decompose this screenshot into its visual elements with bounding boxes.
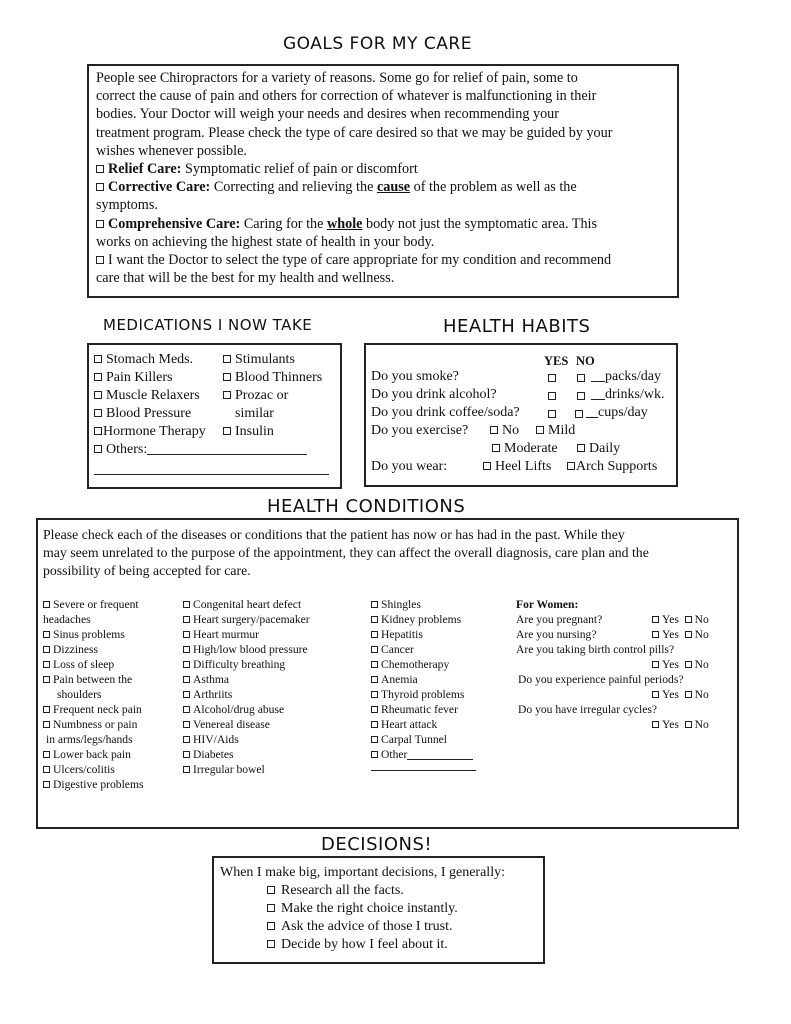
cond-other-checkbox[interactable] [371,751,378,758]
women-yes-label: Yes [662,628,679,641]
cond-pain-shoulders-cont: shoulders [57,688,102,701]
cond-dizziness [43,642,143,657]
goals-intro-3: bodies. Your Doctor will weigh your needs and desires when recommending your [96,106,559,123]
cond-neck-pain [43,702,143,717]
women-q-painful-periods: Do you experience painful periods? [518,673,684,686]
relief-care-text: Symptomatic relief of pain or discomfort [184,161,418,178]
habit-arch-supports [567,458,657,476]
cond-other [371,747,476,762]
corrective-care-text-after: of the problem as well as the [413,179,577,196]
women-no-label: No [694,718,709,731]
habit-coffee-yes-checkbox[interactable] [548,410,556,418]
cond-cancer [371,642,476,657]
habit-exercise-mild-checkbox[interactable] [536,426,544,434]
habit-heel-lifts-checkbox[interactable] [483,462,491,470]
cond-other-line2[interactable] [371,762,476,771]
med-others-label: Others: [106,442,148,457]
cond-label: Pain between the [53,673,133,686]
cond-label: Alcohol/drug abuse [193,703,285,716]
decision-advice-checkbox[interactable] [267,922,275,930]
women-a-birth-control [652,657,709,672]
cond-arthritis-checkbox[interactable] [183,691,190,698]
habit-smoke-field[interactable] [591,381,605,382]
habit-exercise-moderate-label: Moderate [504,441,558,456]
habit-exercise-no [490,422,519,440]
cond-hepatitis-checkbox[interactable] [371,631,378,638]
habit-wear-label: Do you wear: [371,459,448,474]
decision-instant-label: Make the right choice instantly. [281,901,458,916]
habit-coffee-amount [586,404,648,422]
women-q-irregular-cycles: Do you have irregular cycles? [518,703,658,716]
habit-exercise-mild-label: Mild [548,423,576,438]
women-no-label: No [694,658,709,671]
cond-digestive-checkbox[interactable] [43,781,50,788]
decision-feel-label: Decide by how I feel about it. [281,937,448,952]
cond-anemia-checkbox[interactable] [371,676,378,683]
cond-rheumatic-checkbox[interactable] [371,706,378,713]
cond-label: Chemotherapy [381,658,450,671]
cond-loss-of-sleep-checkbox[interactable] [43,661,50,668]
med-pain-killers-label: Pain Killers [106,370,173,385]
habit-coffee-field[interactable] [586,417,598,418]
cond-venereal-checkbox[interactable] [183,721,190,728]
women-a-nursing [652,627,709,642]
women-yes-label: Yes [662,658,679,671]
cond-dizziness-checkbox[interactable] [43,646,50,653]
women-yes-label: Yes [662,718,679,731]
med-insulin [223,423,274,441]
cond-label: Diabetes [193,748,234,761]
med-others-line2[interactable] [94,459,329,475]
habit-heel-lifts-label: Heel Lifts [495,459,552,474]
cond-congenital-checkbox[interactable] [183,601,190,608]
cond-severe-headaches-checkbox[interactable] [43,601,50,608]
habits-no-header: NO [576,354,595,368]
women-pregnant-no-checkbox[interactable] [685,616,692,623]
women-no-label: No [694,613,709,626]
cond-label: Asthma [193,673,230,686]
cond-label: Arthriits [193,688,233,701]
women-pregnant-yes-checkbox[interactable] [652,616,659,623]
cond-label: Cancer [381,643,414,656]
goals-intro-4: treatment program. Please check the type of care desired so that we may be guided by your [96,124,613,141]
cond-blood-pressure [183,642,310,657]
cond-pain-shoulders [43,672,143,687]
med-stomach-checkbox[interactable] [94,355,102,363]
cond-asthma [183,672,310,687]
decisions-title: DECISIONS! [321,834,433,855]
cond-arthritis [183,687,310,702]
relief-care-label: Relief Care: [108,161,182,178]
cond-chemotherapy [371,657,476,672]
decision-advice-label: Ask the advice of those I trust. [281,919,453,934]
goals-intro-5: wishes whenever possible. [96,142,247,159]
cond-label: Anemia [381,673,418,686]
habit-exercise-label: Do you exercise? [371,423,469,438]
cond-thyroid [371,687,476,702]
med-pain-killers-checkbox[interactable] [94,373,102,381]
women-title: For Women: [516,598,579,611]
habit-exercise-moderate [492,440,558,458]
cond-congenital [183,597,310,612]
cond-carpal-tunnel [371,732,476,747]
med-blood-thinners [223,369,322,387]
medications-title: MEDICATIONS I NOW TAKE [103,316,313,334]
cond-heart-surgery-checkbox[interactable] [183,616,190,623]
med-blood-pressure-checkbox[interactable] [94,409,102,417]
cond-label: HIV/Aids [193,733,239,746]
cond-label: Dizziness [53,643,99,656]
cond-numbness-cont: in arms/legs/hands [46,733,133,746]
med-prozac-cont: similar [235,406,274,421]
cond-venereal [183,717,310,732]
habit-coffee-unit: cups/day [598,405,648,420]
cond-label: Loss of sleep [53,658,115,671]
women-yes-label: Yes [662,688,679,701]
med-blood-thinners-checkbox[interactable] [223,373,231,381]
habit-coffee-label: Do you drink coffee/soda? [371,405,520,420]
medications-box [87,343,342,489]
med-hormone-label: Hormone Therapy [103,424,206,439]
decision-instant [267,900,458,919]
comprehensive-care-option [96,215,670,233]
women-birth-control-yes-checkbox[interactable] [652,661,659,668]
cond-chemotherapy-checkbox[interactable] [371,661,378,668]
med-stimulants-label: Stimulants [235,352,295,367]
cond-irregular-bowel-checkbox[interactable] [183,766,190,773]
cond-kidney [371,612,476,627]
women-painful-periods-yes-checkbox[interactable] [652,691,659,698]
decision-feel [267,936,448,955]
doctor-select-checkbox[interactable] [96,256,104,264]
cond-label: Sinus problems [53,628,125,641]
cond-label: Digestive problems [53,778,144,791]
goals-intro-2: correct the cause of pain and others for correction of whatever is malfunctioning in their [96,88,597,105]
conditions-box [36,518,739,829]
cond-neck-pain-checkbox[interactable] [43,706,50,713]
med-insulin-checkbox[interactable] [223,427,231,435]
cond-label: Lower back pain [53,748,131,761]
habit-coffee-no-checkbox[interactable] [575,410,583,418]
habits-yes-header: YES [544,354,569,368]
cond-label: High/low blood pressure [193,643,308,656]
med-prozac-label: Prozac or [235,388,289,403]
cond-label: Hepatitis [381,628,423,641]
med-hormone-checkbox[interactable] [94,427,102,435]
decisions-prompt: When I make big, important decisions, I generally: [220,865,505,880]
cond-asthma-checkbox[interactable] [183,676,190,683]
med-hormone [94,423,206,441]
corrective-care-line2: symptoms. [96,197,158,214]
cond-label: Frequent neck pain [53,703,142,716]
cond-lower-back [43,747,143,762]
women-no-label: No [694,628,709,641]
cond-breathing [183,657,310,672]
med-others [94,441,307,459]
cond-irregular-bowel [183,762,310,777]
cond-ulcers-checkbox[interactable] [43,766,50,773]
women-nursing-yes-checkbox[interactable] [652,631,659,638]
women-a-pregnant [652,612,709,627]
cond-pain-shoulders-checkbox[interactable] [43,676,50,683]
med-prozac-checkbox[interactable] [223,391,231,399]
comprehensive-care-label: Comprehensive Care: [108,215,241,232]
doctor-select-text: I want the Doctor to select the type of care appropriate for my condition and recommend [108,252,612,269]
corrective-care-text: Correcting and relieving the [213,179,374,196]
cond-carpal-tunnel-checkbox[interactable] [371,736,378,743]
cond-label: Other [381,748,408,761]
women-q-nursing: Are you nursing? [516,628,597,641]
cond-lower-back-checkbox[interactable] [43,751,50,758]
habit-alcohol-no-checkbox[interactable] [577,392,585,400]
women-nursing-no-checkbox[interactable] [685,631,692,638]
relief-care-option [96,160,670,178]
corrective-care-label: Corrective Care: [108,179,211,196]
cond-label: Congenital heart defect [193,598,302,611]
cond-numbness [43,717,143,732]
women-a-irregular-cycles [652,717,709,732]
women-irregular-cycles-no-checkbox[interactable] [685,721,692,728]
women-birth-control-no-checkbox[interactable] [685,661,692,668]
med-blood-pressure [94,405,191,423]
habit-smoke-yes-checkbox[interactable] [548,374,556,382]
decision-research-checkbox[interactable] [267,886,275,894]
med-stimulants-checkbox[interactable] [223,355,231,363]
cond-diabetes [183,747,310,762]
cond-label: Heart surgery/pacemaker [193,613,310,626]
conditions-intro-1: Please check each of the diseases or conditions that the patient has now or has had in the past. While they [43,527,625,542]
cond-anemia [371,672,476,687]
women-no-label: No [694,688,709,701]
habit-exercise-no-checkbox[interactable] [490,426,498,434]
cond-alcohol-drug-checkbox[interactable] [183,706,190,713]
decision-instant-checkbox[interactable] [267,904,275,912]
cond-breathing-checkbox[interactable] [183,661,190,668]
women-yes-label: Yes [662,613,679,626]
corrective-care-emphasis: cause [376,179,411,196]
cond-sinus-checkbox[interactable] [43,631,50,638]
comprehensive-care-line2: works on achieving the highest state of health in your body. [96,233,435,250]
corrective-care-option [96,178,670,196]
med-stimulants [223,351,295,369]
goals-intro-1: People see Chiropractors for a variety of reasons. Some go for relief of pain, some to [96,70,578,86]
cond-label: Venereal disease [193,718,270,731]
cond-other-field[interactable] [407,759,473,760]
cond-heart-murmur-checkbox[interactable] [183,631,190,638]
conditions-intro-2: may seem unrelated to the purpose of the appointment, they can affect the overall diagnosis, care plan and the [43,545,649,560]
habit-exercise-mild [536,422,575,440]
med-muscle-relaxers [94,387,200,405]
med-others-field[interactable] [147,454,307,455]
cond-sinus [43,627,143,642]
decisions-box [212,856,545,964]
cond-hiv-checkbox[interactable] [183,736,190,743]
habit-exercise-moderate-checkbox[interactable] [492,444,500,452]
cond-rheumatic [371,702,476,717]
conditions-col3 [371,597,476,771]
cond-ulcers [43,762,143,777]
goals-box [87,64,679,298]
cond-cancer-checkbox[interactable] [371,646,378,653]
conditions-col2 [183,597,310,777]
habit-arch-supports-checkbox[interactable] [567,462,575,470]
habit-smoke-no-checkbox[interactable] [577,374,585,382]
cond-numbness-checkbox[interactable] [43,721,50,728]
cond-label: Carpal Tunnel [381,733,448,746]
habit-alcohol-unit: drinks/wk. [605,387,665,402]
med-pain-killers [94,369,173,387]
med-blood-thinners-label: Blood Thinners [235,370,323,385]
cond-heart-murmur [183,627,310,642]
med-prozac [223,387,288,405]
cond-shingles-checkbox[interactable] [371,601,378,608]
habit-alcohol-field[interactable] [591,399,605,400]
cond-label: Heart murmur [193,628,259,641]
cond-severe-headaches [43,597,143,612]
cond-label: Numbness or pain [53,718,138,731]
cond-label: Severe or frequent [53,598,139,611]
doctor-select-line2: care that will be the best for my health and wellness. [96,270,395,287]
med-muscle-relaxers-label: Muscle Relaxers [106,388,200,403]
cond-label: Shingles [381,598,421,611]
cond-label: Irregular bowel [193,763,265,776]
cond-heart-surgery [183,612,310,627]
cond-hiv [183,732,310,747]
women-irregular-cycles-yes-checkbox[interactable] [652,721,659,728]
doctor-select-option [96,251,670,269]
women-a-painful-periods [652,687,709,702]
habit-exercise-daily [577,440,620,458]
decision-feel-checkbox[interactable] [267,940,275,948]
women-q-birth-control: Are you taking birth control pills? [516,643,675,656]
cond-label: Difficulty breathing [193,658,286,671]
comprehensive-care-text: Caring for the [243,215,324,232]
comprehensive-care-checkbox[interactable] [96,220,104,228]
med-others-checkbox[interactable] [94,445,102,453]
habit-arch-supports-label: Arch Supports [576,459,658,474]
cond-label: Ulcers/colitis [53,763,115,776]
cond-alcohol-drug [183,702,310,717]
habit-exercise-daily-checkbox[interactable] [577,444,585,452]
conditions-title: HEALTH CONDITIONS [267,496,466,517]
cond-label: Thyroid problems [381,688,465,701]
habits-title: HEALTH HABITS [443,316,591,337]
women-painful-periods-no-checkbox[interactable] [685,691,692,698]
med-blood-pressure-label: Blood Pressure [106,406,192,421]
med-stomach-label: Stomach Meds. [106,352,194,367]
comprehensive-care-emphasis: whole [326,215,363,232]
cond-thyroid-checkbox[interactable] [371,691,378,698]
habits-box [364,343,678,487]
habit-alcohol-label: Do you drink alcohol? [371,387,497,402]
corrective-care-checkbox[interactable] [96,183,104,191]
women-q-pregnant: Are you pregnant? [516,613,603,626]
conditions-intro-3: possibility of being accepted for care. [43,563,251,578]
habit-alcohol-amount [591,386,665,404]
cond-label: Rheumatic fever [381,703,458,716]
cond-severe-headaches-cont: headaches [43,613,91,626]
med-stomach [94,351,193,369]
cond-label: Heart attack [381,718,438,731]
habit-smoke-label: Do you smoke? [371,369,459,384]
conditions-col1 [43,597,143,792]
cond-shingles [371,597,476,612]
cond-diabetes-checkbox[interactable] [183,751,190,758]
habit-smoke-amount [591,368,661,386]
habit-heel-lifts [483,458,551,476]
cond-label: Kidney problems [381,613,462,626]
cond-heart-attack-checkbox[interactable] [371,721,378,728]
decision-research-label: Research all the facts. [281,883,404,898]
cond-hepatitis [371,627,476,642]
cond-heart-attack [371,717,476,732]
cond-kidney-checkbox[interactable] [371,616,378,623]
habit-exercise-no-label: No [502,423,520,438]
cond-digestive [43,777,143,792]
med-muscle-relaxers-checkbox[interactable] [94,391,102,399]
habit-alcohol-yes-checkbox[interactable] [548,392,556,400]
habit-exercise-daily-label: Daily [589,441,621,456]
med-insulin-label: Insulin [235,424,274,439]
goals-title: GOALS FOR MY CARE [283,34,472,54]
cond-loss-of-sleep [43,657,143,672]
comprehensive-care-text-after: body not just the symptomatic area. This [365,215,598,232]
decision-research [267,882,404,901]
relief-care-checkbox[interactable] [96,165,104,173]
cond-blood-pressure-checkbox[interactable] [183,646,190,653]
decision-advice [267,918,452,937]
habit-smoke-unit: packs/day [605,369,661,384]
